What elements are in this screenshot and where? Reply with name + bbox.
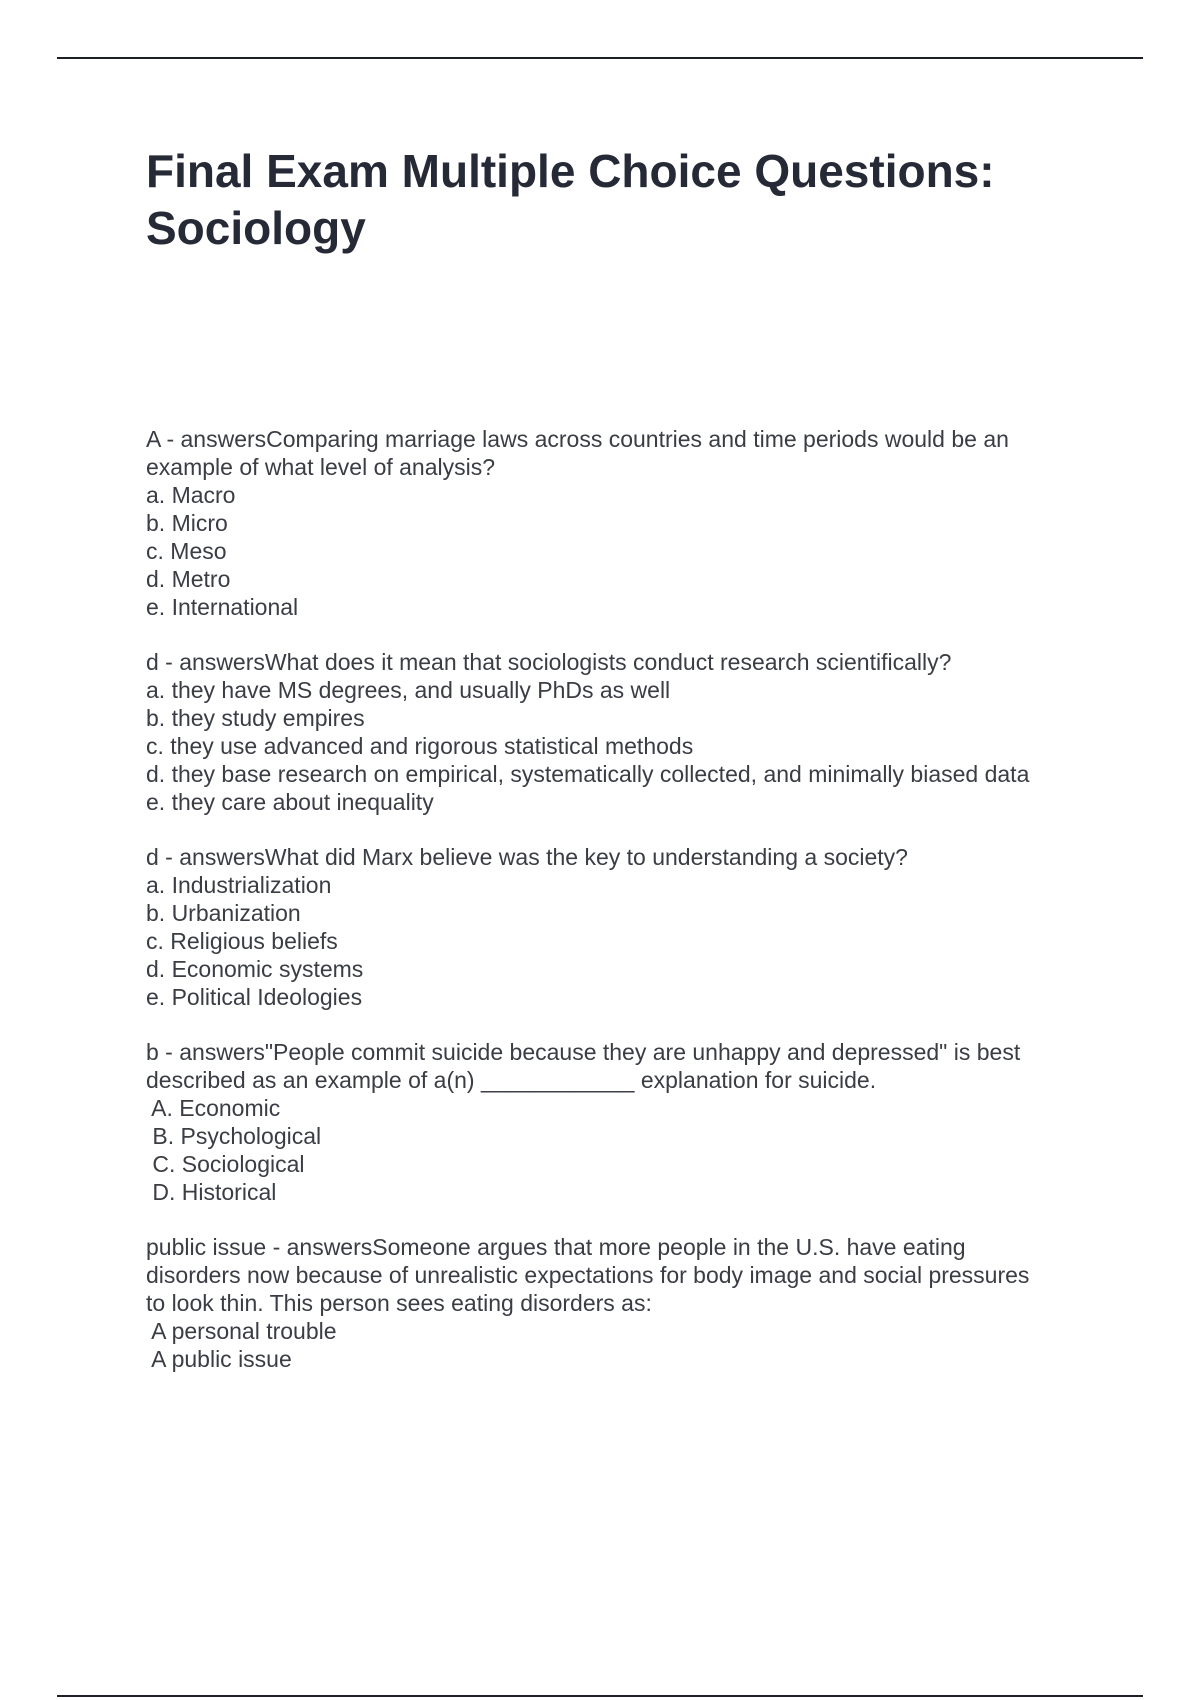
question-3-option-c: c. Religious beliefs	[146, 928, 338, 954]
top-divider	[57, 57, 1143, 59]
question-2-option-d: d. they base research on empirical, systematically collected, and minimally biased data	[146, 761, 1030, 787]
question-1-option-c: c. Meso	[146, 538, 227, 564]
question-5-line-2: disorders now because of unrealistic expectations for body image and social pressures	[146, 1262, 1030, 1288]
question-1-line-1: A - answersComparing marriage laws across countries and time periods would be an	[146, 426, 1009, 452]
question-4-option-a: A. Economic	[146, 1095, 281, 1121]
question-3-option-b: b. Urbanization	[146, 900, 301, 926]
bottom-divider	[57, 1695, 1143, 1697]
question-block-2	[146, 648, 1086, 816]
page-title	[146, 143, 1086, 257]
question-4-line-2: described as an example of a(n) ____________ explanation for suicide.	[146, 1067, 877, 1093]
question-4-option-c: C. Sociological	[146, 1151, 305, 1177]
question-2-option-c: c. they use advanced and rigorous statistical methods	[146, 733, 694, 759]
question-4-option-b: B. Psychological	[146, 1123, 322, 1149]
question-block-3	[146, 843, 1086, 1011]
question-3-line-1: d - answersWhat did Marx believe was the key to understanding a society?	[146, 844, 908, 870]
question-2-option-b: b. they study empires	[146, 705, 365, 731]
title-line-2: Sociology	[146, 202, 366, 254]
question-block-1	[146, 425, 1086, 621]
question-5-line-1: public issue - answersSomeone argues that more people in the U.S. have eating	[146, 1234, 966, 1260]
question-1-line-2: example of what level of analysis?	[146, 454, 496, 480]
question-4-option-d: D. Historical	[146, 1179, 277, 1205]
question-2-option-e: e. they care about inequality	[146, 789, 434, 815]
question-5-option-2: A public issue	[146, 1346, 292, 1372]
question-3-option-a: a. Industrialization	[146, 872, 332, 898]
question-1-option-b: b. Micro	[146, 510, 228, 536]
question-2-line-1: d - answersWhat does it mean that sociologists conduct research scientifically?	[146, 649, 952, 675]
question-block-5	[146, 1233, 1086, 1373]
question-1-option-a: a. Macro	[146, 482, 236, 508]
question-5-option-1: A personal trouble	[146, 1318, 337, 1344]
question-3-option-e: e. Political Ideologies	[146, 984, 363, 1010]
question-block-4	[146, 1038, 1086, 1206]
question-4-line-1: b - answers"People commit suicide because they are unhappy and depressed" is best	[146, 1039, 1021, 1065]
title-line-1: Final Exam Multiple Choice Questions:	[146, 145, 995, 197]
question-3-option-d: d. Economic systems	[146, 956, 364, 982]
question-1-option-d: d. Metro	[146, 566, 231, 592]
question-5-line-3: to look thin. This person sees eating disorders as:	[146, 1290, 652, 1316]
question-2-option-a: a. they have MS degrees, and usually PhDs as well	[146, 677, 671, 703]
question-list	[146, 425, 1086, 1400]
question-1-option-e: e. International	[146, 594, 299, 620]
